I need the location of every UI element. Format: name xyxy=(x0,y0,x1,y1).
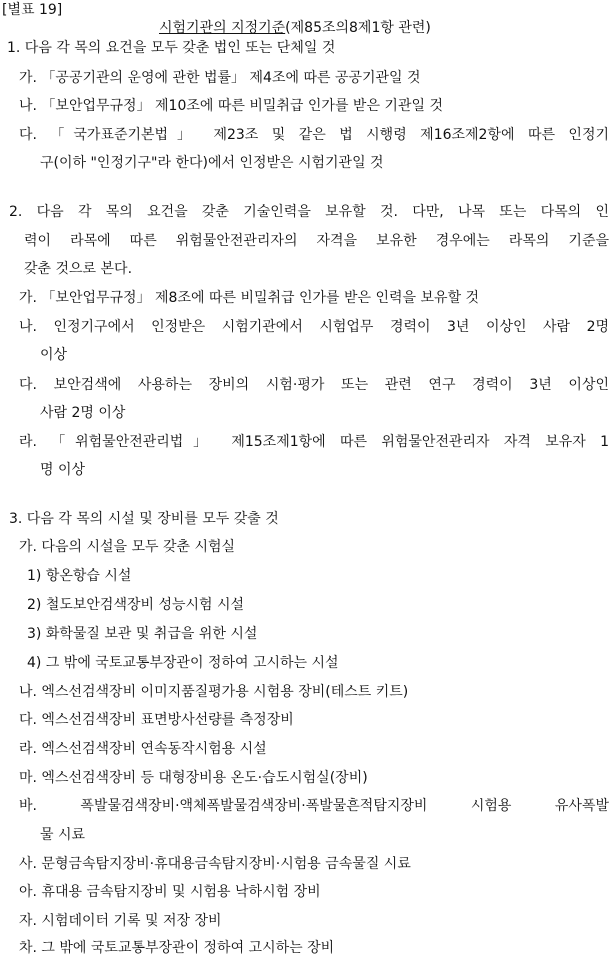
section-3-item-da: 다. 엑스선검색장비 표면방사선량를 측정장비 xyxy=(19,712,294,728)
page-title xyxy=(159,19,431,37)
section-3-subitem-2: 2) 철도보안검색장비 성능시험 시설 xyxy=(27,597,245,613)
section-2-item-na: 나. 인정기구에서 인정받은 시험기관에서 시험업무 경력이 3년 이상인 사람 2명 xyxy=(19,319,609,335)
section-3-subitem-3: 3) 화학물질 보관 및 취급을 위한 시설 xyxy=(27,626,258,642)
appendix-label: [별표 19] xyxy=(2,2,63,18)
section-1-item-da: 다. 「국가표준기본법」 제23조 및 같은 법 시행령 제16조제2항에 따른 인정기 xyxy=(19,127,609,143)
section-3-subitem-1: 1) 항온항습 시설 xyxy=(27,568,132,584)
section-3-item-ma: 마. 엑스선검색장비 등 대형장비용 온도·습도시험실(장비) xyxy=(19,770,368,786)
section-3-subitem-4: 4) 그 밖에 국토교통부장관이 정하여 고시하는 시설 xyxy=(27,655,339,671)
section-2-item-da: 다. 보안검색에 사용하는 장비의 시험·평가 또는 관련 연구 경력이 3년 이상인 xyxy=(19,377,609,393)
section-3-item-sa: 사. 문형금속탐지장비·휴대용금속탐지장비·시험용 금속물질 시료 xyxy=(19,856,411,872)
section-1-item-na: 나. 「보안업무규정」 제10조에 따른 비밀취급 인가를 받은 기관일 것 xyxy=(19,98,443,114)
section-3-item-ba-cont: 물 시료 xyxy=(40,827,86,843)
section-3-item-ba: 바. 폭발물검색장비·액체폭발물검색장비·폭발물흔적탐지장비 시험용 유사폭발 xyxy=(19,798,609,814)
section-3-item-cha: 차. 그 밖에 국토교통부장관이 정하여 고시하는 장비 xyxy=(19,940,335,956)
section-2-item-da-cont: 사람 2명 이상 xyxy=(40,405,126,421)
section-3-item-na: 나. 엑스선검색장비 이미지품질평가용 시험용 장비(테스트 키트) xyxy=(19,684,409,700)
section-2-item-ra: 라. 「위험물안전관리법」 제15조제1항에 따른 위험물안전관리자 자격 보유자 1 xyxy=(19,434,609,450)
section-3-item-a: 아. 휴대용 금속탐지장비 및 시험용 낙하시험 장비 xyxy=(19,884,321,900)
section-2-item-na-cont: 이상 xyxy=(40,347,68,363)
title-main: 시험기관의 지정기준 xyxy=(159,20,286,36)
title-reference: (제85조의8제1항 관련) xyxy=(285,20,431,36)
section-2-heading-cont-1: 력이 라목에 따른 위험물안전관리자의 자격을 보유한 경우에는 라목의 기준을 xyxy=(24,233,609,249)
section-2-heading: 2. 다음 각 목의 요건을 갖춘 기술인력을 보유할 것. 다만, 나목 또는 다목의 인 xyxy=(9,204,609,220)
section-2-heading-cont-2: 갖춘 것으로 본다. xyxy=(24,261,133,277)
section-2-item-ga: 가. 「보안업무규정」 제8조에 따른 비밀취급 인가를 받은 인력을 보유할 것 xyxy=(19,290,480,306)
section-2-item-ra-cont: 명 이상 xyxy=(40,462,86,478)
section-1-item-da-cont: 구(이하 "인정기구"라 한다)에서 인정받은 시험기관일 것 xyxy=(40,155,384,171)
section-3-item-ra: 라. 엑스선검색장비 연속동작시험용 시설 xyxy=(19,741,267,757)
section-1-heading: 1. 다음 각 목의 요건을 모두 갖춘 법인 또는 단체일 것 xyxy=(7,40,336,56)
section-3-heading: 3. 다음 각 목의 시설 및 장비를 모두 갖출 것 xyxy=(9,511,279,527)
section-3-item-ja: 자. 시험데이터 기록 및 저장 장비 xyxy=(19,913,222,929)
section-1-item-ga: 가. 「공공기관의 운영에 관한 법률」 제4조에 따른 공공기관일 것 xyxy=(19,70,421,86)
section-3-item-ga: 가. 다음의 시설을 모두 갖춘 시험실 xyxy=(19,539,236,555)
